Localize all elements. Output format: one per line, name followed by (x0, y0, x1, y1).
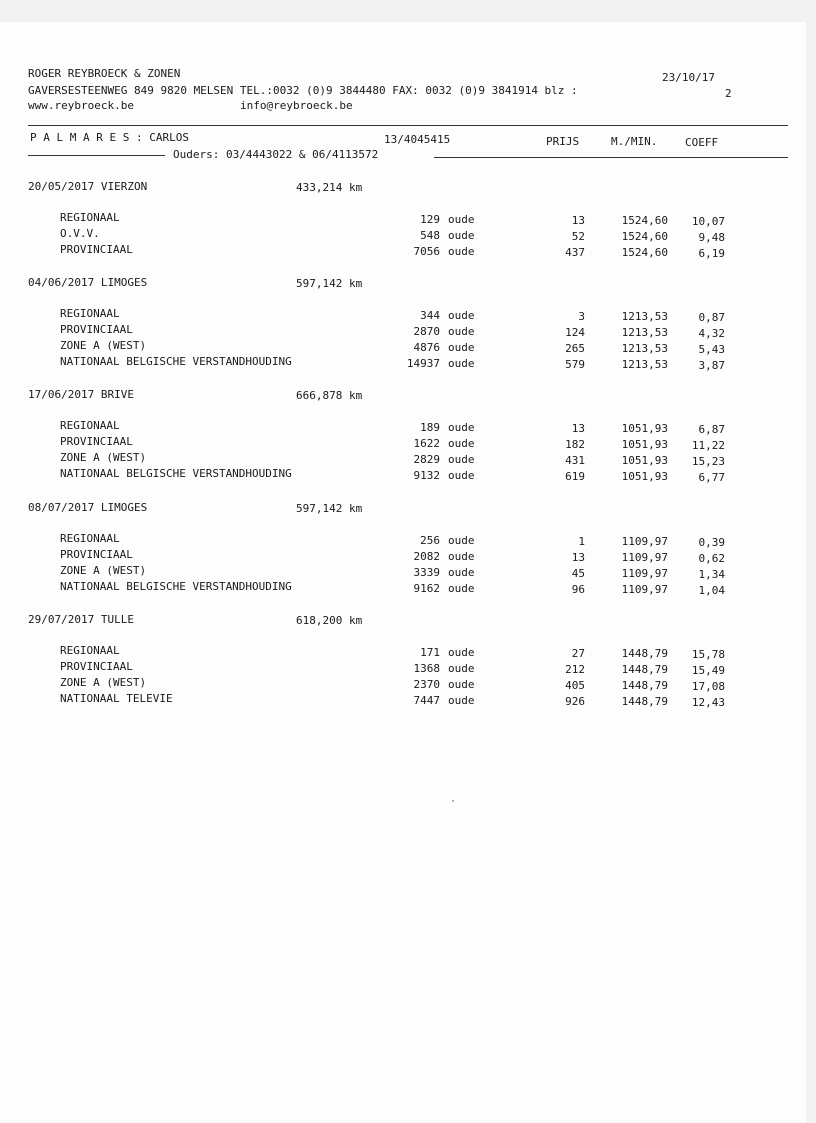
coefficient-value: 6,19 (698, 247, 725, 260)
participants-count: 7447 (413, 694, 440, 707)
coefficient-value: 6,77 (698, 471, 725, 484)
column-header-prijs: PRIJS (546, 135, 580, 148)
category-label: ZONE A (WEST) (60, 564, 147, 577)
age-class: oude (448, 469, 475, 482)
participants-count: 256 (420, 534, 440, 547)
race-distance: 618,200 km (296, 614, 363, 627)
column-header-speed: M./MIN. (611, 135, 658, 148)
category-label: NATIONAAL BELGISCHE VERSTANDHOUDING (60, 355, 292, 368)
speed-value: 1213,53 (621, 358, 668, 371)
company-address: GAVERSESTEENWEG 849 9820 MELSEN TEL.:0032 (0)9 3844480 FAX: 0032 (0)9 3841914 blz : (28, 84, 578, 97)
age-class: oude (448, 421, 475, 434)
prize-position: 96 (571, 583, 585, 596)
company-name: ROGER REYBROECK & ZONEN (28, 67, 181, 80)
age-class: oude (448, 341, 475, 354)
participants-count: 129 (420, 213, 440, 226)
category-label: PROVINCIAAL (60, 243, 133, 256)
participants-count: 3339 (413, 566, 440, 579)
speed-value: 1109,97 (621, 583, 668, 596)
participants-count: 2870 (413, 325, 440, 338)
prize-position: 265 (565, 342, 585, 355)
coefficient-value: 15,78 (691, 648, 725, 661)
coefficient-value: 1,34 (698, 568, 725, 581)
age-class: oude (448, 534, 475, 547)
race-title: 17/06/2017 BRIVE (28, 388, 134, 401)
speed-value: 1524,60 (621, 246, 668, 259)
speed-value: 1448,79 (621, 679, 668, 692)
speed-value: 1213,53 (621, 310, 668, 323)
race-title: 08/07/2017 LIMOGES (28, 501, 148, 514)
speed-value: 1448,79 (621, 647, 668, 660)
column-header-coeff: COEFF (685, 136, 719, 149)
category-label: NATIONAAL TELEVIE (60, 692, 173, 705)
speed-value: 1524,60 (621, 214, 668, 227)
coefficient-value: 4,32 (698, 327, 725, 340)
category-label: REGIONAAL (60, 532, 120, 545)
participants-count: 189 (420, 421, 440, 434)
prize-position: 124 (565, 326, 585, 339)
participants-count: 344 (420, 309, 440, 322)
participants-count: 2370 (413, 678, 440, 691)
coefficient-value: 15,23 (691, 455, 725, 468)
age-class: oude (448, 245, 475, 258)
prize-position: 52 (571, 230, 585, 243)
category-label: ZONE A (WEST) (60, 676, 147, 689)
category-label: REGIONAAL (60, 644, 120, 657)
age-class: oude (448, 550, 475, 563)
scan-speck (452, 800, 454, 802)
participants-count: 1622 (413, 437, 440, 450)
age-class: oude (448, 662, 475, 675)
participants-count: 7056 (413, 245, 440, 258)
category-label: PROVINCIAAL (60, 435, 133, 448)
age-class: oude (448, 309, 475, 322)
prize-position: 45 (571, 567, 585, 580)
speed-value: 1448,79 (621, 695, 668, 708)
prize-position: 212 (565, 663, 585, 676)
speed-value: 1448,79 (621, 663, 668, 676)
participants-count: 4876 (413, 341, 440, 354)
participants-count: 9132 (413, 469, 440, 482)
category-label: REGIONAAL (60, 211, 120, 224)
speed-value: 1051,93 (621, 438, 668, 451)
category-label: O.V.V. (60, 227, 100, 240)
prize-position: 13 (571, 214, 585, 227)
prize-position: 182 (565, 438, 585, 451)
palmares-title: P A L M A R E S : CARLOS (30, 131, 189, 144)
coefficient-value: 0,62 (698, 552, 725, 565)
speed-value: 1051,93 (621, 454, 668, 467)
age-class: oude (448, 646, 475, 659)
participants-count: 1368 (413, 662, 440, 675)
category-label: NATIONAAL BELGISCHE VERSTANDHOUDING (60, 580, 292, 593)
prize-position: 619 (565, 470, 585, 483)
age-class: oude (448, 437, 475, 450)
age-class: oude (448, 694, 475, 707)
speed-value: 1109,97 (621, 535, 668, 548)
speed-value: 1213,53 (621, 326, 668, 339)
race-title: 29/07/2017 TULLE (28, 613, 134, 626)
category-label: REGIONAAL (60, 307, 120, 320)
parents-info: Ouders: 03/4443022 & 06/4113572 (173, 148, 379, 161)
category-label: NATIONAAL BELGISCHE VERSTANDHOUDING (60, 467, 292, 480)
prize-position: 926 (565, 695, 585, 708)
participants-count: 2082 (413, 550, 440, 563)
prize-position: 579 (565, 358, 585, 371)
age-class: oude (448, 325, 475, 338)
race-distance: 433,214 km (296, 181, 363, 194)
page-number: 2 (725, 87, 732, 100)
speed-value: 1109,97 (621, 567, 668, 580)
coefficient-value: 6,87 (698, 423, 725, 436)
coefficient-value: 11,22 (691, 439, 725, 452)
prize-position: 437 (565, 246, 585, 259)
participants-count: 171 (420, 646, 440, 659)
age-class: oude (448, 357, 475, 370)
email-link[interactable]: info@reybroeck.be (240, 99, 353, 112)
age-class: oude (448, 453, 475, 466)
race-title: 20/05/2017 VIERZON (28, 180, 148, 193)
prize-position: 405 (565, 679, 585, 692)
category-label: ZONE A (WEST) (60, 451, 147, 464)
coefficient-value: 17,08 (691, 680, 725, 693)
coefficient-value: 0,87 (698, 311, 725, 324)
coefficient-value: 1,04 (698, 584, 725, 597)
participants-count: 2829 (413, 453, 440, 466)
participants-count: 548 (420, 229, 440, 242)
race-distance: 597,142 km (296, 502, 363, 515)
ring-number: 13/4045415 (384, 133, 451, 146)
race-distance: 597,142 km (296, 277, 363, 290)
category-label: PROVINCIAAL (60, 323, 133, 336)
parents-divider-right (434, 157, 788, 158)
header-divider (28, 125, 788, 126)
coefficient-value: 0,39 (698, 536, 725, 549)
website-link[interactable]: www.reybroeck.be (28, 99, 134, 112)
coefficient-value: 9,48 (698, 231, 725, 244)
coefficient-value: 12,43 (691, 696, 725, 709)
prize-position: 27 (571, 647, 585, 660)
coefficient-value: 3,87 (698, 359, 725, 372)
category-label: REGIONAAL (60, 419, 120, 432)
parents-divider-left (28, 155, 165, 156)
category-label: PROVINCIAAL (60, 660, 133, 673)
age-class: oude (448, 582, 475, 595)
race-distance: 666,878 km (296, 389, 363, 402)
participants-count: 9162 (413, 582, 440, 595)
age-class: oude (448, 678, 475, 691)
coefficient-value: 5,43 (698, 343, 725, 356)
prize-position: 431 (565, 454, 585, 467)
speed-value: 1213,53 (621, 342, 668, 355)
print-date: 23/10/17 (662, 71, 715, 84)
participants-count: 14937 (406, 357, 440, 370)
coefficient-value: 10,07 (691, 215, 725, 228)
speed-value: 1051,93 (621, 422, 668, 435)
prize-position: 13 (571, 422, 585, 435)
prize-position: 3 (578, 310, 585, 323)
race-title: 04/06/2017 LIMOGES (28, 276, 148, 289)
age-class: oude (448, 566, 475, 579)
speed-value: 1051,93 (621, 470, 668, 483)
coefficient-value: 15,49 (691, 664, 725, 677)
category-label: PROVINCIAAL (60, 548, 133, 561)
age-class: oude (448, 229, 475, 242)
speed-value: 1109,97 (621, 551, 668, 564)
prize-position: 1 (578, 535, 585, 548)
speed-value: 1524,60 (621, 230, 668, 243)
age-class: oude (448, 213, 475, 226)
prize-position: 13 (571, 551, 585, 564)
category-label: ZONE A (WEST) (60, 339, 147, 352)
